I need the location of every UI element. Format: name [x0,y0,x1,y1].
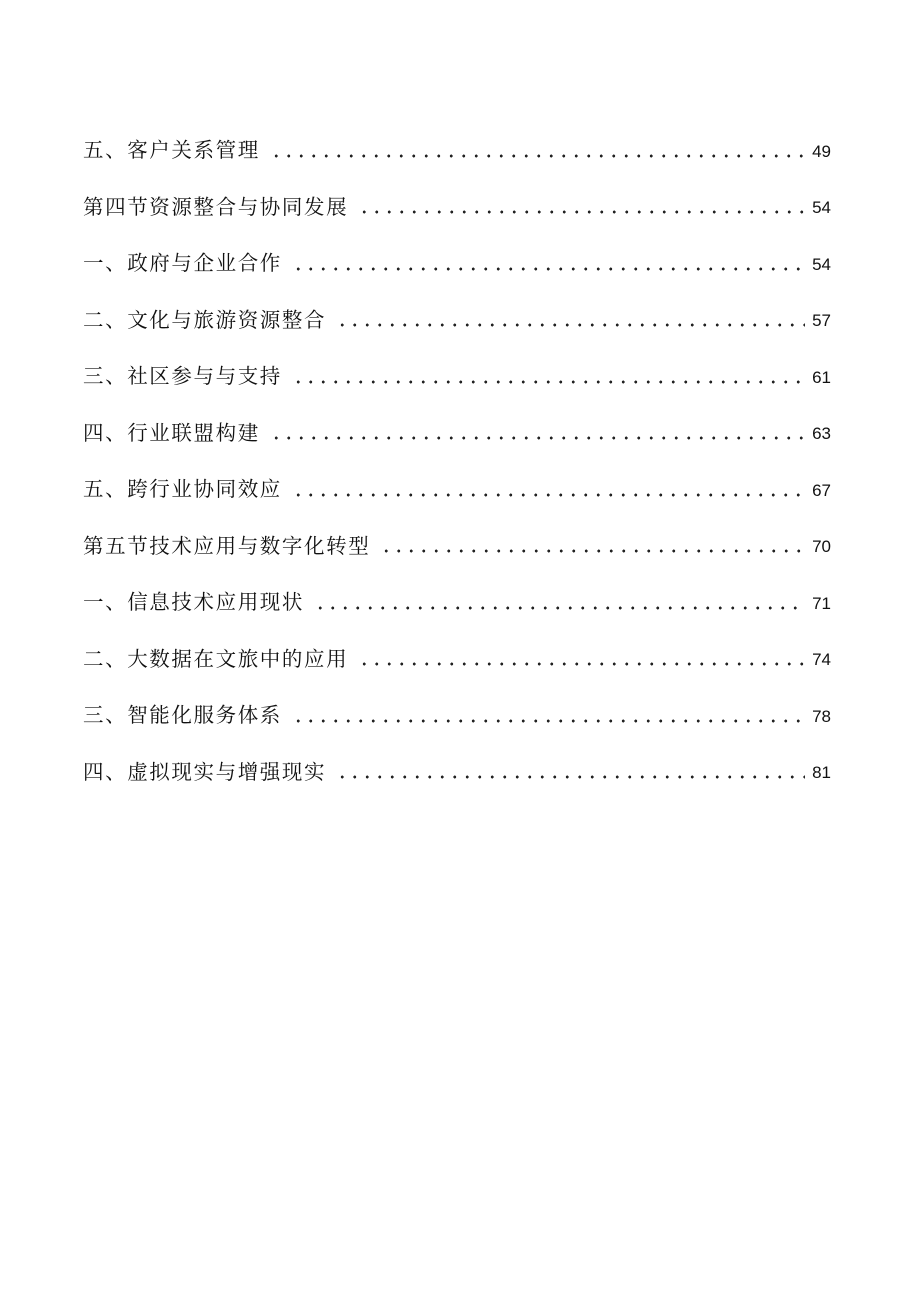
dot-leader [292,380,805,384]
toc-entry-title: 四、行业联盟构建 [83,420,260,445]
toc-entry-page: 81 [812,763,831,782]
dot-leader [292,719,805,723]
dot-leader [336,323,805,327]
toc-entry[interactable] [83,116,831,173]
toc-entry[interactable] [83,625,831,682]
dot-leader [358,662,805,666]
toc-entry-page: 49 [812,141,831,161]
toc-entry-page: 54 [812,254,831,274]
toc-entry-title: 第四节资源整合与协同发展 [83,194,349,219]
toc-entry[interactable] [83,512,831,569]
toc-entry-page: 74 [812,650,831,669]
toc-entry[interactable] [83,229,831,286]
toc-entry-title: 四、虚拟现实与增强现实 [83,759,327,784]
toc-entry-page: 67 [812,480,831,500]
toc-entry[interactable] [83,286,831,343]
toc-entry[interactable] [83,681,831,738]
dot-leader [336,775,805,779]
dot-leader [292,267,805,271]
dot-leader [358,210,805,214]
dot-leader [292,493,805,497]
toc-entry-title: 三、社区参与与支持 [83,364,282,388]
toc-entry-title: 一、信息技术应用现状 [83,590,304,614]
toc-entry-title: 第五节技术应用与数字化转型 [83,533,371,558]
toc-entry-title: 五、客户关系管理 [83,138,260,162]
toc-entry-page: 54 [812,198,831,217]
toc-entry-page: 71 [812,593,831,613]
dot-leader [270,436,805,440]
toc-entry[interactable] [83,399,831,456]
toc-entry-page: 57 [812,311,831,330]
toc-entry-title: 二、文化与旅游资源整合 [83,307,327,332]
toc-entry-page: 61 [812,367,831,387]
toc-entry-page: 70 [812,537,831,556]
toc-entry[interactable] [83,342,831,399]
toc-entry-page: 78 [812,706,831,726]
toc-entry-title: 三、智能化服务体系 [83,703,282,727]
toc-entry-page: 63 [812,424,831,443]
toc-entry[interactable] [83,738,831,795]
toc-entry[interactable] [83,173,831,230]
dot-leader [380,549,805,553]
toc-entry[interactable] [83,455,831,512]
toc-entry-title: 一、政府与企业合作 [83,251,282,275]
toc-entry-title: 五、跨行业协同效应 [83,477,282,501]
dot-leader [314,606,805,610]
toc-entry-title: 二、大数据在文旅中的应用 [83,646,349,671]
toc-entry[interactable] [83,568,831,625]
dot-leader [270,154,805,158]
table-of-contents [83,116,831,794]
